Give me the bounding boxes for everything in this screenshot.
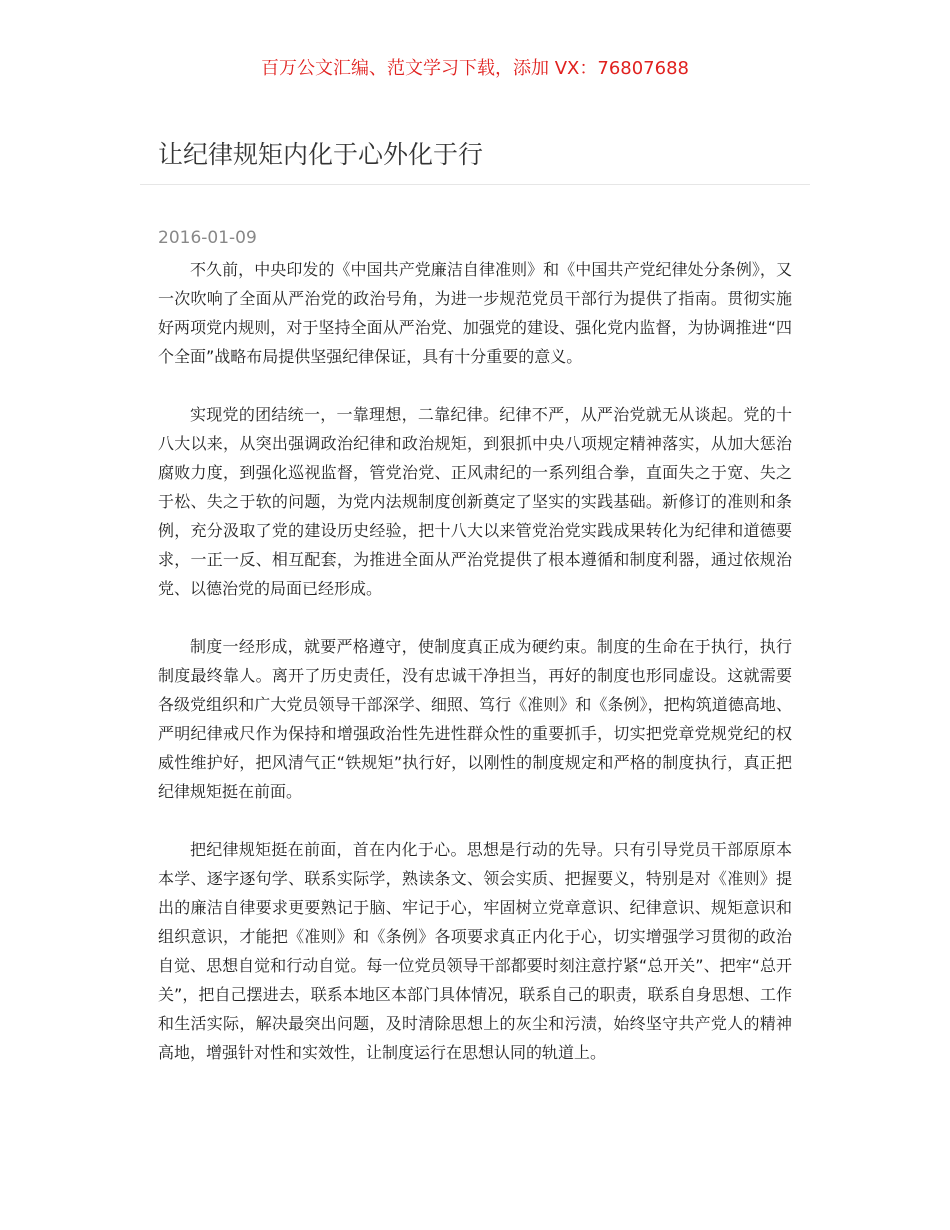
- title-divider: [140, 184, 810, 185]
- paragraph-2: 实现党的团结统一，一靠理想，二靠纪律。纪律不严，从严治党就无从谈起。党的十八大以来，从突出强调政治纪律和政治规矩，到狠抓中央八项规定精神落实，从加大惩治腐败力度，到强化巡视监督，管党治党、正风肃纪的一系列组合拳，直面失之于宽、失之于松、失之于软的问题，为党内法规制度创新奠定了坚实的实践基础。新修订的准则和条例，充分汲取了党的建设历史经验，把十八大以来管党治党实践成果转化为纪律和道德要求，一正一反、相互配套，为推进全面从严治党提供了根本遵循和制度利器，通过依规治党、以德治党的局面已经形成。: [158, 405, 792, 598]
- article-body: [158, 255, 792, 1096]
- article-title: 让纪律规矩内化于心外化于行: [158, 140, 484, 169]
- article-date: 2016-01-09: [158, 228, 257, 248]
- paragraph-1: 不久前，中央印发的《中国共产党廉洁自律准则》和《中国共产党纪律处分条例》，又一次吹响了全面从严治党的政治号角，为进一步规范党员干部行为提供了指南。贯彻实施好两项党内规则，对于坚持全面从严治党、加强党的建设、强化党内监督，为协调推进“四个全面”战略布局提供坚强纪律保证，具有十分重要的意义。: [158, 260, 792, 366]
- paragraph-3: 制度一经形成，就要严格遵守，使制度真正成为硬约束。制度的生命在于执行，执行制度最终靠人。离开了历史责任，没有忠诚干净担当，再好的制度也形同虚设。这就需要各级党组织和广大党员领导干部深学、细照、笃行《准则》和《条例》，把构筑道德高地、严明纪律戒尺作为保持和增强政治性先进性群众性的重要抓手，切实把党章党规党纪的权威性维护好，把风清气正“铁规矩”执行好，以刚性的制度规定和严格的制度执行，真正把纪律规矩挺在前面。: [158, 637, 792, 801]
- watermark-banner: 百万公文汇编、范文学习下载，添加 VX：76807688: [261, 58, 689, 79]
- paragraph-4: 把纪律规矩挺在前面，首在内化于心。思想是行动的先导。只有引导党员干部原原本本学、逐字逐句学、联系实际学，熟读条文、领会实质、把握要义，特别是对《准则》提出的廉洁自律要求更要熟记于脑、牢记于心，牢固树立党章意识、纪律意识、规矩意识和组织意识，才能把《准则》和《条例》各项要求真正内化于心，切实增强学习贯彻的政治自觉、思想自觉和行动自觉。每一位党员领导干部都要时刻注意拧紧“总开关”、把牢“总开关”，把自己摆进去，联系本地区本部门具体情况，联系自己的职责，联系自身思想、工作和生活实际，解决最突出问题，及时清除思想上的灰尘和污渍，始终坚守共产党人的精神高地，增强针对性和实效性，让制度运行在思想认同的轨道上。: [158, 840, 792, 1062]
